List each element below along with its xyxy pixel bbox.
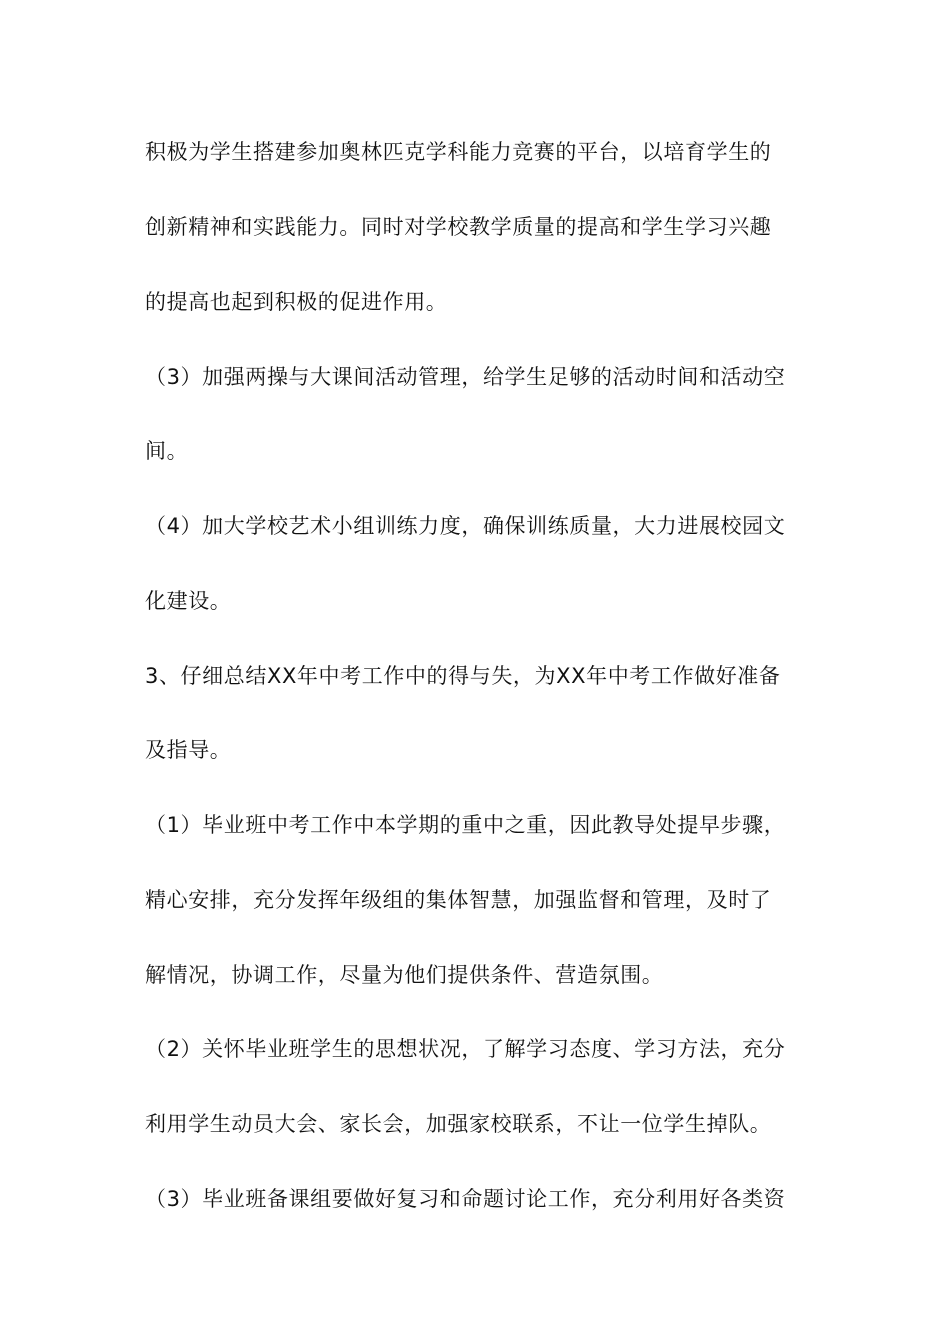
text-line: 创新精神和实践能力。同时对学校教学质量的提高和学生学习兴趣 (145, 215, 772, 239)
text-line: （3）毕业班备课组要做好复习和命题讨论工作，充分利用好各类资 (145, 1187, 786, 1211)
text-line: 及指导。 (145, 738, 232, 762)
text-line: 间。 (145, 439, 189, 463)
text-line: 解情况，协调工作，尽量为他们提供条件、营造氛围。 (145, 963, 664, 987)
text-line: （2）关怀毕业班学生的思想状况，了解学习态度、学习方法，充分 (145, 1037, 786, 1061)
text-line: 3、仔细总结XX年中考工作中的得与失，为XX年中考工作做好准备 (145, 664, 781, 688)
text-line: 化建设。 (145, 589, 232, 613)
text-line: 利用学生动员大会、家长会，加强家校联系，不让一位学生掉队。 (145, 1112, 772, 1136)
text-line: 精心安排，充分发挥年级组的集体智慧，加强监督和管理，及时了 (145, 888, 772, 912)
text-line: （4）加大学校艺术小组训练力度，确保训练质量，大力进展校园文 (145, 514, 786, 538)
text-line: 积极为学生搭建参加奥林匹克学科能力竞赛的平台，以培育学生的 (145, 140, 772, 164)
text-line: （3）加强两操与大课间活动管理，给学生足够的活动时间和活动空 (145, 365, 786, 389)
text-line: （1）毕业班中考工作中本学期的重中之重，因此教导处提早步骤， (145, 813, 786, 837)
text-line: 的提高也起到积极的促进作用。 (145, 290, 448, 314)
